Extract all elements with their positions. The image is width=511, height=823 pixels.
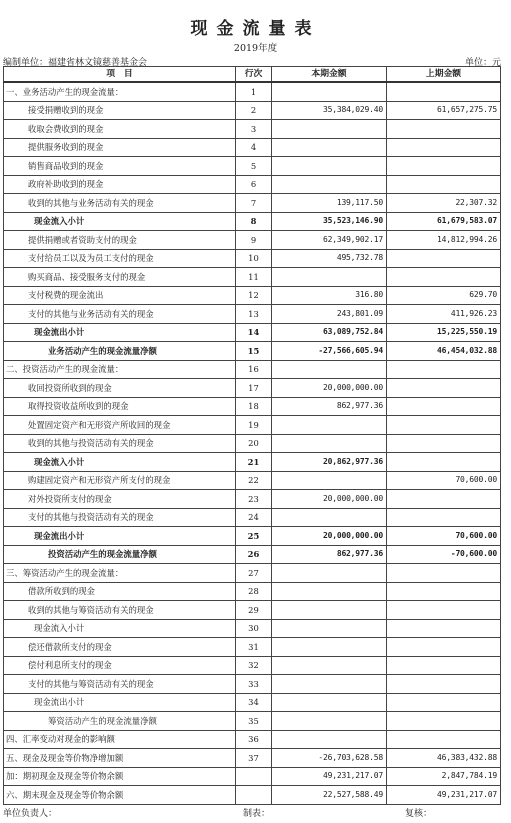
table-row bbox=[4, 157, 501, 176]
table-body bbox=[4, 82, 501, 804]
row-line-no: 37 bbox=[236, 749, 272, 768]
row-label: 现金流出小计 bbox=[4, 527, 236, 546]
row-prior-amount bbox=[387, 360, 501, 379]
row-current-amount: -26,703,628.58 bbox=[272, 749, 387, 768]
row-label: 支付的其他与投资活动有关的现金 bbox=[4, 508, 236, 527]
row-line-no: 27 bbox=[236, 564, 272, 583]
row-current-amount: 20,000,000.00 bbox=[272, 379, 387, 398]
row-prior-amount bbox=[387, 582, 501, 601]
row-line-no: 33 bbox=[236, 675, 272, 694]
row-current-amount: 62,349,902.17 bbox=[272, 231, 387, 250]
row-prior-amount bbox=[387, 693, 501, 712]
row-prior-amount bbox=[387, 675, 501, 694]
row-current-amount: -27,566,605.94 bbox=[272, 342, 387, 361]
row-current-amount: 243,801.09 bbox=[272, 305, 387, 324]
row-line-no: 9 bbox=[236, 231, 272, 250]
row-current-amount bbox=[272, 601, 387, 620]
row-current-amount bbox=[272, 619, 387, 638]
row-line-no bbox=[236, 767, 272, 786]
row-label: 五、现金及现金等价物净增加额 bbox=[4, 749, 236, 768]
row-current-amount bbox=[272, 416, 387, 435]
row-label: 收到的其他与投资活动有关的现金 bbox=[4, 434, 236, 453]
row-current-amount: 35,384,029.40 bbox=[272, 101, 387, 120]
row-line-no: 31 bbox=[236, 638, 272, 657]
table-row bbox=[4, 767, 501, 786]
table-row bbox=[4, 231, 501, 250]
row-line-no: 2 bbox=[236, 101, 272, 120]
table-row bbox=[4, 323, 501, 342]
table-row bbox=[4, 675, 501, 694]
row-prior-amount bbox=[387, 157, 501, 176]
table-row bbox=[4, 601, 501, 620]
row-label: 借款所收到的现金 bbox=[4, 582, 236, 601]
row-prior-amount: 46,383,432.88 bbox=[387, 749, 501, 768]
row-current-amount: 20,000,000.00 bbox=[272, 527, 387, 546]
table-row bbox=[4, 453, 501, 472]
row-prior-amount bbox=[387, 490, 501, 509]
table-row bbox=[4, 212, 501, 231]
row-prior-amount bbox=[387, 138, 501, 157]
row-label: 取得投资收益所收到的现金 bbox=[4, 397, 236, 416]
row-line-no: 16 bbox=[236, 360, 272, 379]
row-prior-amount bbox=[387, 120, 501, 139]
row-line-no: 17 bbox=[236, 379, 272, 398]
row-current-amount bbox=[272, 471, 387, 490]
table-row bbox=[4, 101, 501, 120]
row-label: 偿付利息所支付的现金 bbox=[4, 656, 236, 675]
row-prior-amount: 49,231,217.07 bbox=[387, 786, 501, 805]
row-line-no: 23 bbox=[236, 490, 272, 509]
row-line-no: 18 bbox=[236, 397, 272, 416]
row-line-no: 6 bbox=[236, 175, 272, 194]
row-prior-amount bbox=[387, 379, 501, 398]
row-line-no: 24 bbox=[236, 508, 272, 527]
row-label: 收到的其他与筹资活动有关的现金 bbox=[4, 601, 236, 620]
row-label: 购建固定资产和无形资产所支付的现金 bbox=[4, 471, 236, 490]
table-row bbox=[4, 342, 501, 361]
table-row bbox=[4, 712, 501, 731]
row-current-amount bbox=[272, 508, 387, 527]
row-line-no: 14 bbox=[236, 323, 272, 342]
row-label: 投资活动产生的现金流量净额 bbox=[4, 545, 236, 564]
currency-unit: 单位：元 bbox=[464, 58, 501, 68]
row-current-amount: 862,977.36 bbox=[272, 545, 387, 564]
row-label: 现金流入小计 bbox=[4, 453, 236, 472]
row-prior-amount bbox=[387, 397, 501, 416]
row-prior-amount bbox=[387, 656, 501, 675]
table-row bbox=[4, 564, 501, 583]
row-label: 接受捐赠收到的现金 bbox=[4, 101, 236, 120]
row-prior-amount bbox=[387, 712, 501, 731]
row-label: 三、筹资活动产生的现金流量： bbox=[4, 564, 236, 583]
row-prior-amount: -70,600.00 bbox=[387, 545, 501, 564]
table-row bbox=[4, 82, 501, 101]
row-line-no: 35 bbox=[236, 712, 272, 731]
row-current-amount bbox=[272, 712, 387, 731]
table-row bbox=[4, 194, 501, 213]
row-line-no: 5 bbox=[236, 157, 272, 176]
row-current-amount bbox=[272, 730, 387, 749]
row-current-amount: 35,523,146.90 bbox=[272, 212, 387, 231]
row-label: 筹资活动产生的现金流量净额 bbox=[4, 712, 236, 731]
column-header-current-amount: 本期金额 bbox=[272, 67, 387, 83]
row-line-no: 36 bbox=[236, 730, 272, 749]
row-label: 四、汇率变动对现金的影响额 bbox=[4, 730, 236, 749]
row-label: 现金流出小计 bbox=[4, 693, 236, 712]
row-line-no: 1 bbox=[236, 82, 272, 101]
row-label: 现金流出小计 bbox=[4, 323, 236, 342]
table-row bbox=[4, 638, 501, 657]
row-current-amount bbox=[272, 582, 387, 601]
table-row bbox=[4, 508, 501, 527]
row-current-amount: 862,977.36 bbox=[272, 397, 387, 416]
row-prior-amount: 629.70 bbox=[387, 286, 501, 305]
table-row bbox=[4, 786, 501, 805]
row-line-no: 28 bbox=[236, 582, 272, 601]
row-current-amount bbox=[272, 564, 387, 583]
table-row bbox=[4, 416, 501, 435]
row-prior-amount bbox=[387, 638, 501, 657]
row-label: 政府补助收到的现金 bbox=[4, 175, 236, 194]
table-row bbox=[4, 397, 501, 416]
document-title: 现金流量表 bbox=[190, 19, 321, 39]
row-current-amount bbox=[272, 157, 387, 176]
row-label: 业务活动产生的现金流量净额 bbox=[4, 342, 236, 361]
fiscal-year: 2019年度 bbox=[233, 43, 278, 54]
row-label: 提供捐赠或者资助支付的现金 bbox=[4, 231, 236, 250]
row-label: 支付的其他与筹资活动有关的现金 bbox=[4, 675, 236, 694]
row-current-amount: 63,089,752.84 bbox=[272, 323, 387, 342]
row-label: 六、期末现金及现金等价物余额 bbox=[4, 786, 236, 805]
table-row bbox=[4, 749, 501, 768]
row-prior-amount: 61,657,275.75 bbox=[387, 101, 501, 120]
row-current-amount bbox=[272, 638, 387, 657]
table-row bbox=[4, 138, 501, 157]
table-row bbox=[4, 360, 501, 379]
row-line-no: 4 bbox=[236, 138, 272, 157]
row-current-amount bbox=[272, 138, 387, 157]
row-line-no: 13 bbox=[236, 305, 272, 324]
row-prior-amount: 22,307.32 bbox=[387, 194, 501, 213]
row-line-no bbox=[236, 786, 272, 805]
row-label: 支付给员工以及为员工支付的现金 bbox=[4, 249, 236, 268]
row-prior-amount bbox=[387, 453, 501, 472]
table-row bbox=[4, 490, 501, 509]
column-header-line-no: 行次 bbox=[236, 67, 272, 83]
row-prior-amount bbox=[387, 82, 501, 101]
row-current-amount bbox=[272, 693, 387, 712]
table-row bbox=[4, 730, 501, 749]
table-row bbox=[4, 175, 501, 194]
row-line-no: 30 bbox=[236, 619, 272, 638]
row-prior-amount: 15,225,550.19 bbox=[387, 323, 501, 342]
row-current-amount: 49,231,217.07 bbox=[272, 767, 387, 786]
row-line-no: 12 bbox=[236, 286, 272, 305]
row-line-no: 15 bbox=[236, 342, 272, 361]
row-current-amount bbox=[272, 656, 387, 675]
row-line-no: 25 bbox=[236, 527, 272, 546]
row-line-no: 29 bbox=[236, 601, 272, 620]
table-row bbox=[4, 120, 501, 139]
row-label: 一、业务活动产生的现金流量： bbox=[4, 82, 236, 101]
table-row bbox=[4, 286, 501, 305]
table-row bbox=[4, 249, 501, 268]
row-current-amount: 139,117.50 bbox=[272, 194, 387, 213]
row-label: 收回投资所收到的现金 bbox=[4, 379, 236, 398]
table-row bbox=[4, 434, 501, 453]
preparing-organization: 编制单位：福建省林文镜慈善基金会 bbox=[3, 58, 148, 68]
row-prior-amount: 411,926.23 bbox=[387, 305, 501, 324]
row-prior-amount: 14,812,994.26 bbox=[387, 231, 501, 250]
row-current-amount: 495,732.78 bbox=[272, 249, 387, 268]
row-line-no: 32 bbox=[236, 656, 272, 675]
row-prior-amount bbox=[387, 730, 501, 749]
row-label: 二、投资活动产生的现金流量： bbox=[4, 360, 236, 379]
row-current-amount bbox=[272, 82, 387, 101]
cash-flow-table bbox=[3, 66, 501, 805]
row-prior-amount bbox=[387, 175, 501, 194]
row-prior-amount bbox=[387, 564, 501, 583]
row-line-no: 8 bbox=[236, 212, 272, 231]
row-line-no: 21 bbox=[236, 453, 272, 472]
row-label: 加：期初现金及现金等价物余额 bbox=[4, 767, 236, 786]
row-prior-amount: 70,600.00 bbox=[387, 527, 501, 546]
row-line-no: 20 bbox=[236, 434, 272, 453]
row-prior-amount: 61,679,583.07 bbox=[387, 212, 501, 231]
row-label: 现金流入小计 bbox=[4, 212, 236, 231]
row-line-no: 22 bbox=[236, 471, 272, 490]
row-label: 收取会费收到的现金 bbox=[4, 120, 236, 139]
row-line-no: 19 bbox=[236, 416, 272, 435]
row-current-amount: 20,000,000.00 bbox=[272, 490, 387, 509]
footer-preparer: 制表： bbox=[243, 809, 271, 819]
row-current-amount bbox=[272, 434, 387, 453]
row-prior-amount bbox=[387, 249, 501, 268]
table-row bbox=[4, 693, 501, 712]
row-label: 提供服务收到的现金 bbox=[4, 138, 236, 157]
table-row bbox=[4, 305, 501, 324]
row-label: 处置固定资产和无形资产所收回的现金 bbox=[4, 416, 236, 435]
row-prior-amount bbox=[387, 416, 501, 435]
row-line-no: 10 bbox=[236, 249, 272, 268]
row-prior-amount: 70,600.00 bbox=[387, 471, 501, 490]
footer-reviewer: 复核： bbox=[405, 809, 433, 819]
table-row bbox=[4, 527, 501, 546]
row-line-no: 26 bbox=[236, 545, 272, 564]
row-prior-amount bbox=[387, 508, 501, 527]
row-current-amount: 22,527,588.49 bbox=[272, 786, 387, 805]
table-row bbox=[4, 268, 501, 287]
row-prior-amount: 46,454,032.88 bbox=[387, 342, 501, 361]
row-prior-amount: 2,847,784.19 bbox=[387, 767, 501, 786]
table-row bbox=[4, 471, 501, 490]
row-current-amount bbox=[272, 675, 387, 694]
row-label: 收到的其他与业务活动有关的现金 bbox=[4, 194, 236, 213]
row-label: 支付的其他与业务活动有关的现金 bbox=[4, 305, 236, 324]
row-label: 销售商品收到的现金 bbox=[4, 157, 236, 176]
row-prior-amount bbox=[387, 619, 501, 638]
row-prior-amount bbox=[387, 434, 501, 453]
row-label: 对外投资所支付的现金 bbox=[4, 490, 236, 509]
table-row bbox=[4, 656, 501, 675]
row-current-amount: 316.80 bbox=[272, 286, 387, 305]
column-header-prior-amount: 上期金额 bbox=[387, 67, 501, 83]
row-current-amount bbox=[272, 360, 387, 379]
table-row bbox=[4, 619, 501, 638]
row-label: 购买商品、接受服务支付的现金 bbox=[4, 268, 236, 287]
row-current-amount bbox=[272, 175, 387, 194]
row-line-no: 11 bbox=[236, 268, 272, 287]
row-current-amount bbox=[272, 120, 387, 139]
row-prior-amount bbox=[387, 601, 501, 620]
row-label: 现金流入小计 bbox=[4, 619, 236, 638]
row-prior-amount bbox=[387, 268, 501, 287]
row-current-amount: 20,862,977.36 bbox=[272, 453, 387, 472]
table-row bbox=[4, 582, 501, 601]
table-header-row bbox=[4, 67, 501, 83]
table-row bbox=[4, 379, 501, 398]
row-label: 偿还借款所支付的现金 bbox=[4, 638, 236, 657]
row-line-no: 7 bbox=[236, 194, 272, 213]
row-current-amount bbox=[272, 268, 387, 287]
row-line-no: 34 bbox=[236, 693, 272, 712]
footer-principal: 单位负责人： bbox=[3, 809, 58, 819]
row-line-no: 3 bbox=[236, 120, 272, 139]
table-row bbox=[4, 545, 501, 564]
column-header-item: 项 目 bbox=[4, 67, 236, 83]
row-label: 支付税费的现金流出 bbox=[4, 286, 236, 305]
